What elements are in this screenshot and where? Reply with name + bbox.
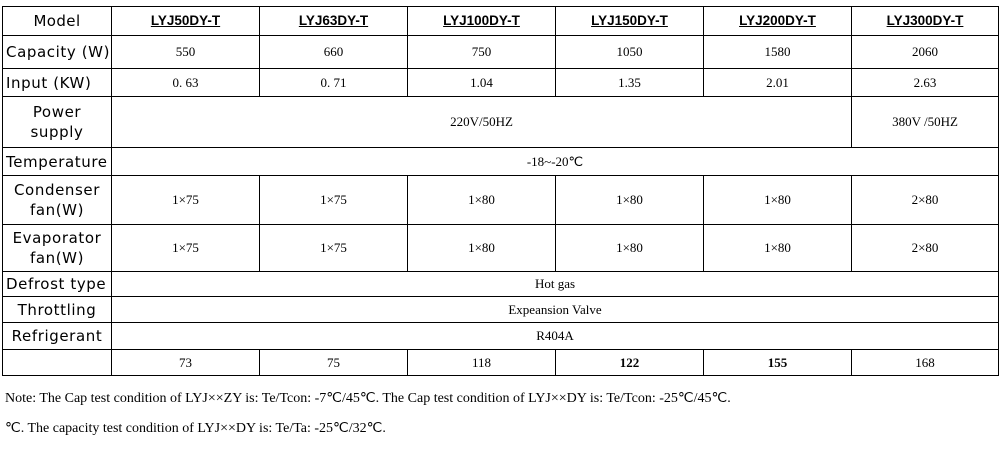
evaporator-fan-cell: 1×80 — [408, 225, 556, 272]
capacity-cell: 550 — [112, 36, 260, 69]
temperature-value: -18~-20℃ — [112, 148, 999, 176]
power-supply-value-380: 380V /50HZ — [852, 97, 999, 148]
evaporator-fan-label-line1: Evaporator — [12, 229, 102, 247]
evaporator-fan-cell: 2×80 — [852, 225, 999, 272]
power-supply-label — [3, 97, 112, 148]
input-cell: 0. 63 — [112, 69, 260, 97]
model-cell: LYJ63DY-T — [260, 7, 408, 36]
input-cell: 2.01 — [704, 69, 852, 97]
table-row-input — [3, 69, 999, 97]
throttling-value: Expeansion Valve — [112, 297, 999, 323]
capacity-cell: 2060 — [852, 36, 999, 69]
model-cell: LYJ100DY-T — [408, 7, 556, 36]
table-row-defrost-type — [3, 272, 999, 297]
condenser-fan-cell: 1×75 — [112, 176, 260, 225]
table-row-last — [3, 350, 999, 376]
power-supply-label-line1: Power — [32, 103, 82, 121]
spec-table — [2, 6, 999, 376]
input-cell: 1.04 — [408, 69, 556, 97]
model-cell: LYJ300DY-T — [852, 7, 999, 36]
table-row-condenser-fan — [3, 176, 999, 225]
condenser-fan-cell: 1×80 — [408, 176, 556, 225]
table-row-temperature — [3, 148, 999, 176]
last-row-cell: 122 — [556, 350, 704, 376]
temperature-label: Temperature — [3, 148, 112, 176]
table-row-capacity — [3, 36, 999, 69]
last-row-label — [3, 350, 112, 376]
input-cell: 1.35 — [556, 69, 704, 97]
last-row-cell: 118 — [408, 350, 556, 376]
defrost-type-label: Defrost type — [3, 272, 112, 297]
condenser-fan-cell: 1×80 — [704, 176, 852, 225]
capacity-cell: 750 — [408, 36, 556, 69]
throttling-label: Throttling — [3, 297, 112, 323]
condenser-fan-cell: 1×80 — [556, 176, 704, 225]
input-cell: 2.63 — [852, 69, 999, 97]
evaporator-fan-cell: 1×80 — [704, 225, 852, 272]
table-row-power-supply — [3, 97, 999, 148]
condenser-fan-cell: 1×75 — [260, 176, 408, 225]
evaporator-fan-label-line2: fan(W) — [29, 249, 85, 267]
condenser-fan-label-line1: Condenser — [13, 181, 101, 199]
last-row-cell: 73 — [112, 350, 260, 376]
table-row-evaporator-fan — [3, 225, 999, 272]
power-supply-value-220: 220V/50HZ — [112, 97, 852, 148]
last-row-cell: 75 — [260, 350, 408, 376]
input-cell: 0. 71 — [260, 69, 408, 97]
refrigerant-value: R404A — [112, 323, 999, 350]
condenser-fan-label-line2: fan(W) — [29, 201, 85, 219]
capacity-cell: 1050 — [556, 36, 704, 69]
note-line-1: Note: The Cap test condition of LYJ××ZY is: Te/Tcon: -7℃/45℃. The Cap test condition of LYJ××DY is: Te/Tcon: -25℃/45℃. — [5, 391, 731, 406]
capacity-cell: 1580 — [704, 36, 852, 69]
defrost-type-value: Hot gas — [112, 272, 999, 297]
condenser-fan-label — [3, 176, 112, 225]
table-row-model — [3, 7, 999, 36]
evaporator-fan-cell: 1×75 — [260, 225, 408, 272]
capacity-label: Capacity (W) — [3, 36, 112, 69]
condenser-fan-cell: 2×80 — [852, 176, 999, 225]
evaporator-fan-label — [3, 225, 112, 272]
model-cell: LYJ200DY-T — [704, 7, 852, 36]
evaporator-fan-cell: 1×75 — [112, 225, 260, 272]
input-label: Input (KW) — [3, 69, 112, 97]
evaporator-fan-cell: 1×80 — [556, 225, 704, 272]
table-row-throttling — [3, 297, 999, 323]
refrigerant-label: Refrigerant — [3, 323, 112, 350]
table-row-refrigerant — [3, 323, 999, 350]
last-row-cell: 155 — [704, 350, 852, 376]
model-cell: LYJ150DY-T — [556, 7, 704, 36]
last-row-cell: 168 — [852, 350, 999, 376]
model-cell: LYJ50DY-T — [112, 7, 260, 36]
capacity-cell: 660 — [260, 36, 408, 69]
note-line-2: ℃. The capacity test condition of LYJ××DY is: Te/Ta: -25℃/32℃. — [5, 421, 386, 436]
model-label: Model — [3, 7, 112, 36]
power-supply-label-line2: supply — [30, 123, 84, 141]
